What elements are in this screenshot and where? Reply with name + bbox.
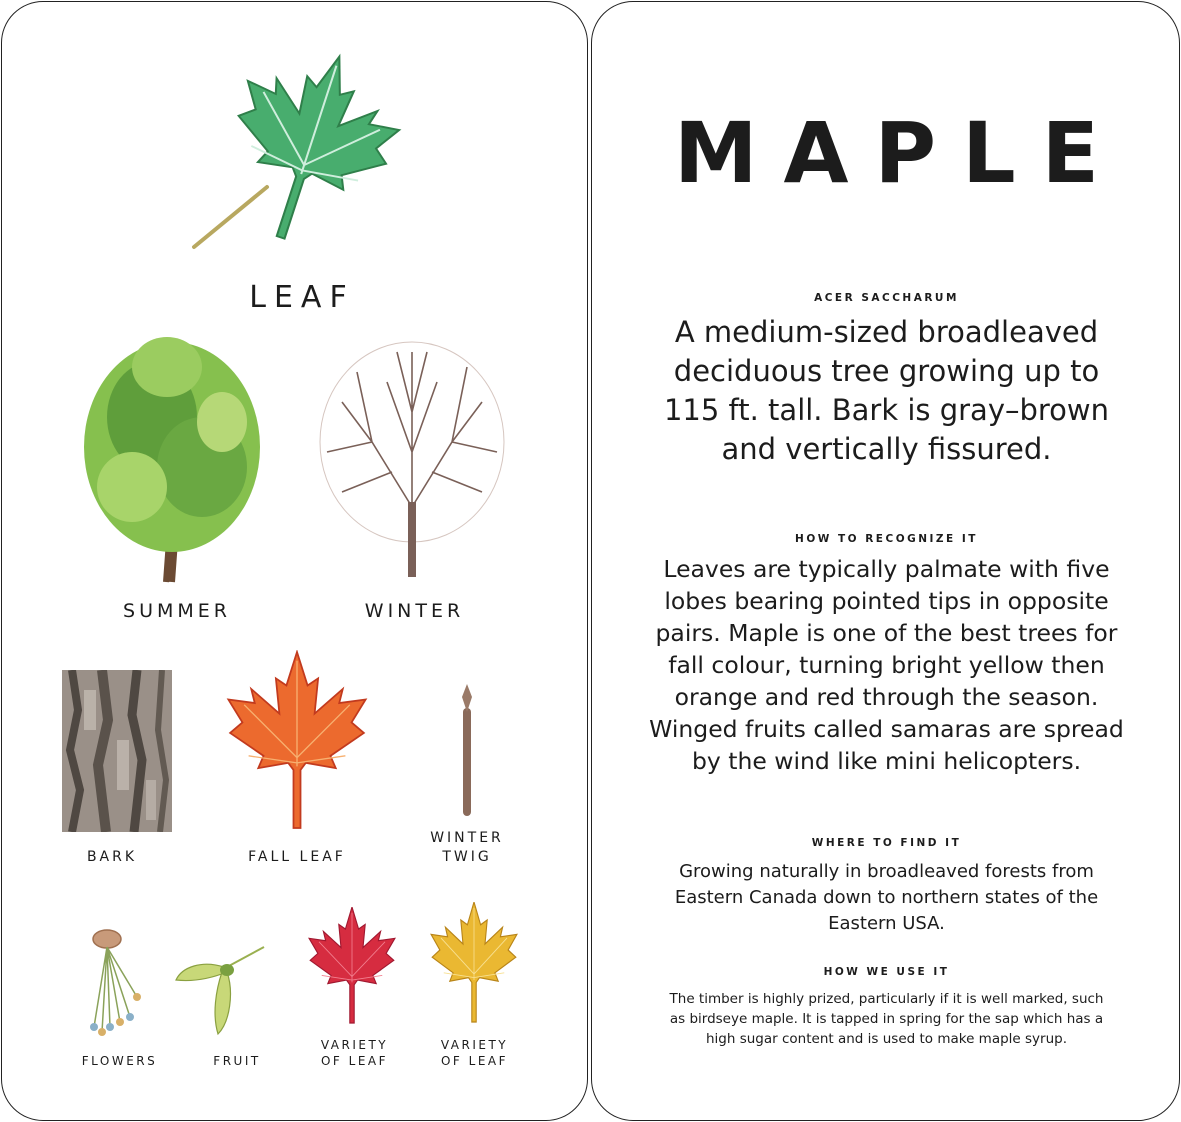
latin-name: ACER SACCHARUM — [814, 292, 959, 304]
variety-leaf-icon — [424, 902, 524, 1027]
variety-leaf-icon — [302, 907, 402, 1027]
use-heading: HOW WE USE IT — [823, 966, 950, 978]
variety-leaf-label-1-line1: VARIETY — [320, 1038, 389, 1052]
maple-leaf-icon — [172, 47, 432, 262]
fall-leaf-icon — [217, 650, 377, 835]
winter-tree-icon — [312, 332, 512, 582]
leaf-label: LEAF — [249, 280, 355, 315]
info-card — [591, 1, 1180, 1121]
page-title: MAPLE — [673, 104, 1126, 202]
bark-icon — [62, 670, 172, 832]
winter-label: WINTER — [364, 600, 465, 622]
flowers-icon — [82, 927, 152, 1042]
recognize-heading: HOW TO RECOGNIZE IT — [795, 533, 978, 545]
winter-twig-label-line2: TWIG — [442, 849, 492, 865]
winter-twig-icon — [452, 682, 482, 817]
fruit-label: FRUIT — [213, 1054, 261, 1068]
find-heading: WHERE TO FIND IT — [811, 837, 962, 849]
illustration-card — [1, 1, 588, 1121]
fruit-icon — [172, 942, 272, 1042]
winter-twig-label-line1: WINTER — [430, 830, 504, 846]
summer-tree-icon — [72, 327, 272, 587]
variety-leaf-label-1-line2: OF LEAF — [320, 1054, 389, 1068]
flowers-label: FLOWERS — [81, 1054, 158, 1068]
fall-leaf-label: FALL LEAF — [248, 849, 346, 865]
recognize-text: Leaves are typically palmate with five lobes bearing pointed tips in opposite pairs. Maple is one of the best trees for fall colour, turning bright yellow then orange and red through the season. Winged fruits called samaras are spread by the wind like mini helicopters. — [649, 555, 1124, 775]
bark-label: BARK — [86, 849, 138, 865]
use-text: The timber is highly prized, particularly if it is well marked, such as birdseye maple. It is tapped in spring for the sap which has a high sugar content and is used to make maple syrup. — [669, 991, 1104, 1047]
find-text: Growing naturally in broadleaved forests from Eastern Canada down to northern states of the Eastern USA. — [674, 861, 1099, 934]
variety-leaf-label-2-line1: VARIETY — [440, 1038, 509, 1052]
variety-leaf-label-2-line2: OF LEAF — [440, 1054, 509, 1068]
summer-label: SUMMER — [123, 600, 231, 622]
description: A medium-sized broadleaved deciduous tree growing up to 115 ft. tall. Bark is gray–brown and vertically fissured. — [663, 315, 1110, 466]
